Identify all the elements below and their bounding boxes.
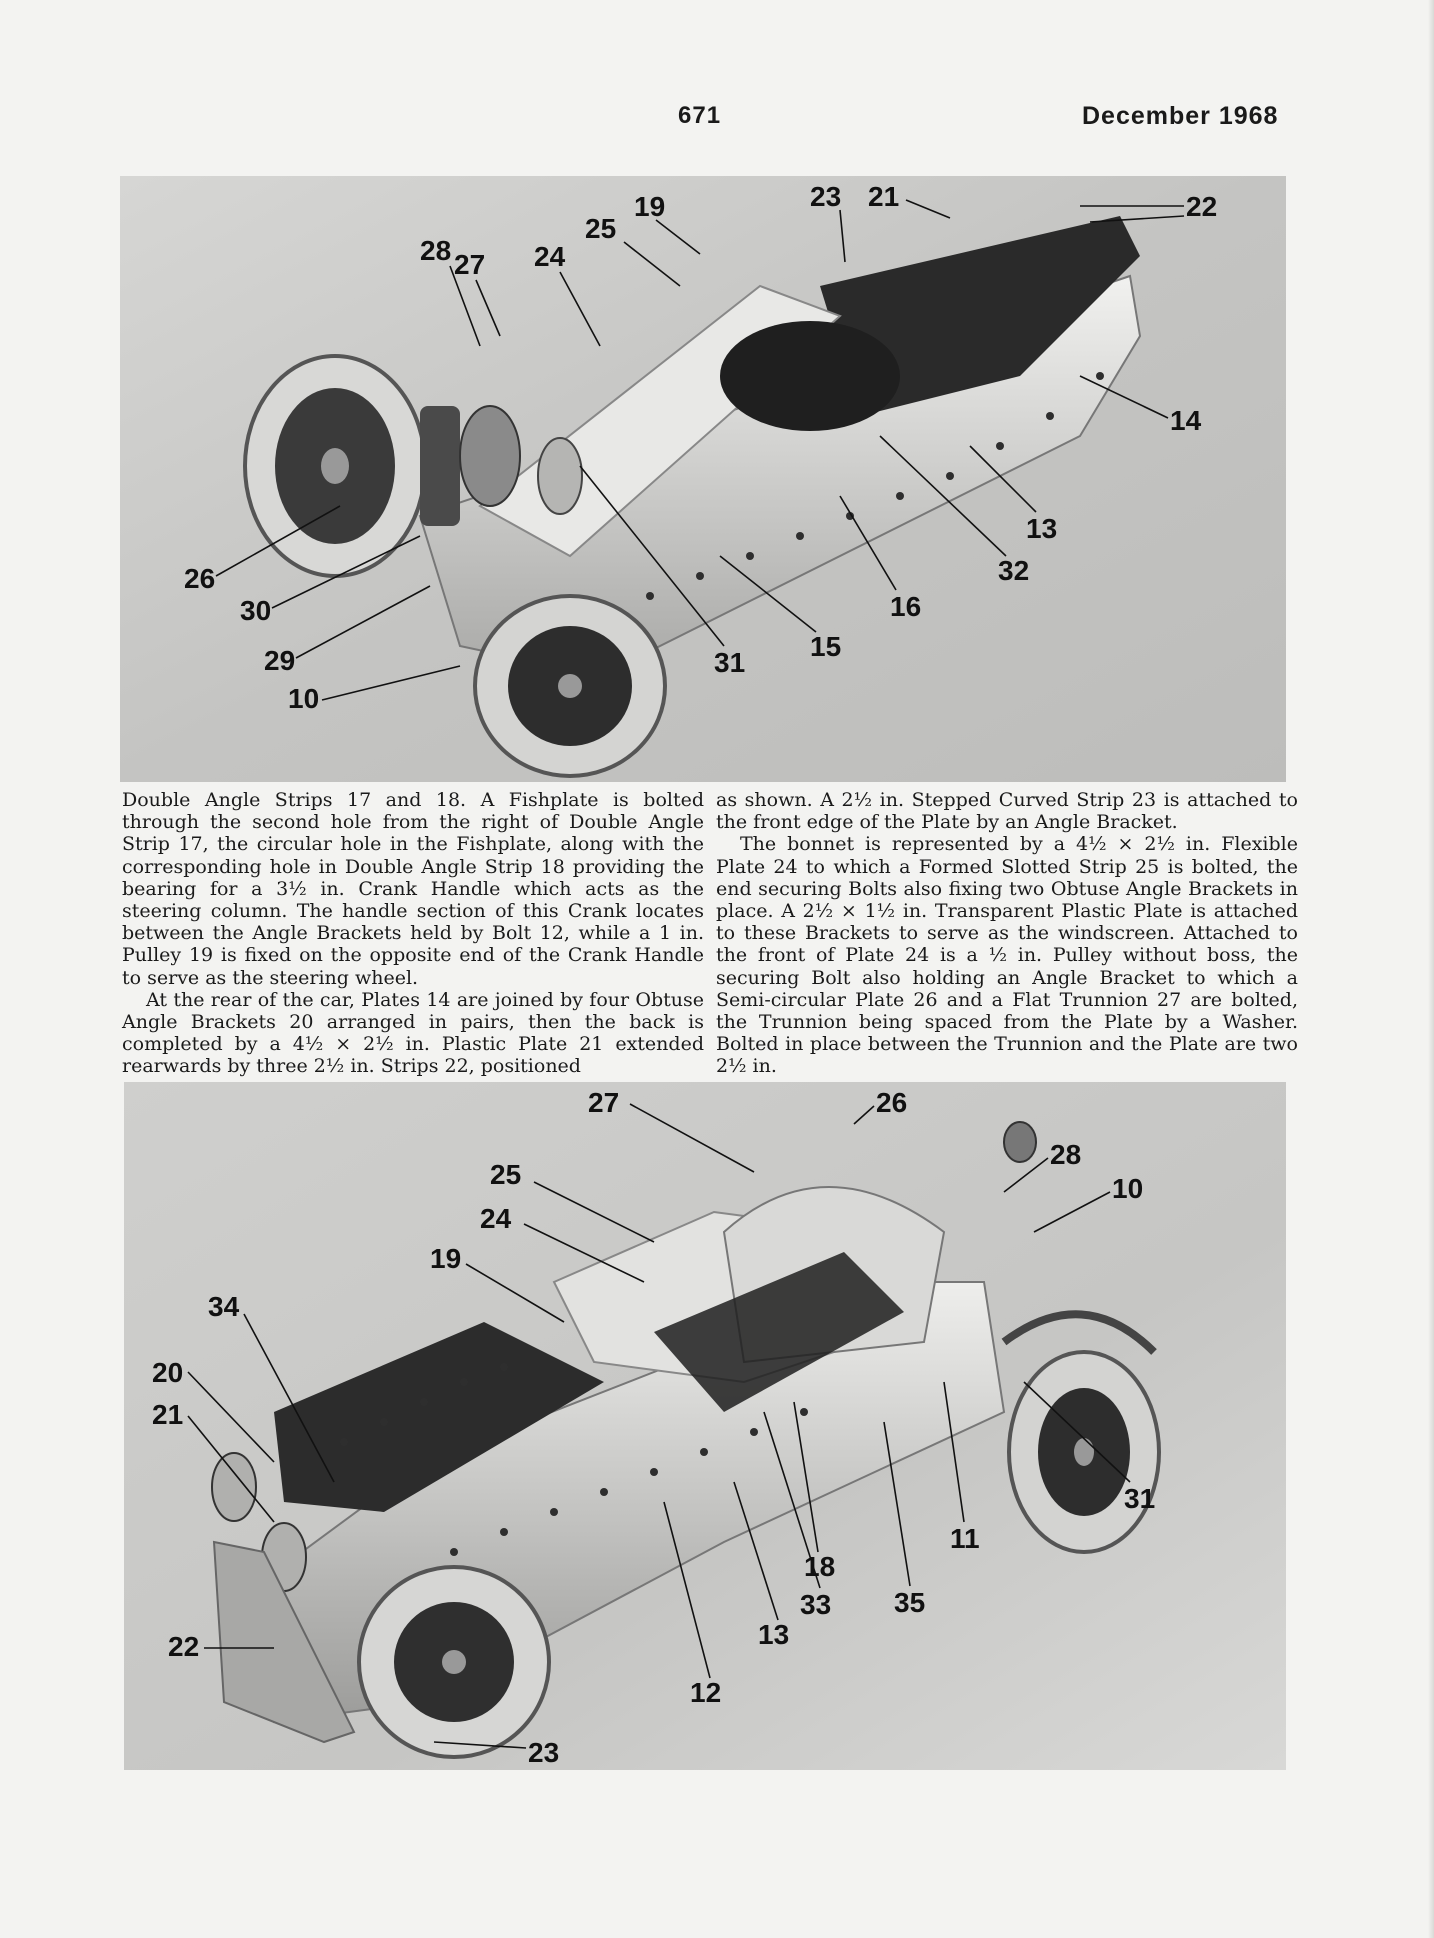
callout-label: 27 [454, 249, 486, 280]
callout-label: 26 [184, 563, 216, 594]
paragraph: At the rear of the car, Plates 14 are joined by four Obtuse Angle Brackets 20 arranged in pairs, then the back is completed by a 4½ × 2½ in. Plastic Plate 21 extended rearwards by three 2½ in. Strips 22, positioned [122, 988, 704, 1078]
callout-label: 31 [1124, 1483, 1156, 1514]
callout-label: 28 [420, 235, 452, 266]
callout-label: 25 [585, 213, 617, 244]
callout-label: 15 [810, 631, 842, 662]
callout-label: 10 [1112, 1173, 1144, 1204]
page-number: 671 [678, 102, 722, 129]
callout-label: 31 [714, 647, 746, 678]
callout-label: 24 [534, 241, 566, 272]
callout-label: 20 [152, 1357, 184, 1388]
top-photo [120, 176, 1286, 782]
callout-label: 23 [528, 1737, 560, 1768]
callout-label: 19 [634, 191, 666, 222]
callout-label: 19 [430, 1243, 462, 1274]
callout-label: 24 [480, 1203, 512, 1234]
callout-label: 18 [804, 1551, 836, 1582]
paragraph: Double Angle Strips 17 and 18. A Fishplate is bolted through the second hole from the right of Double Angle Strip 17, the circular hole in the Fishplate, along with the corresponding hole in Double Angle Strip 18 providing the bearing for a 3½ in. Crank Handle which acts as the steering column. The handle section of this Crank locates between the Angle Brackets held by Bolt 12, while a 1 in. Pulley 19 is fixed on the opposite end of the Crank Handle to serve as the steering wheel. [122, 789, 704, 989]
callout-label: 32 [998, 555, 1030, 586]
callout-label: 21 [868, 181, 900, 212]
callout-label: 13 [1026, 513, 1058, 544]
paragraph: as shown. A 2½ in. Stepped Curved Strip 23 is attached to the front edge of the Plate by an Angle Bracket. [716, 789, 1298, 834]
callout-label: 35 [894, 1587, 926, 1618]
callout-label: 34 [208, 1291, 240, 1322]
callout-label: 27 [588, 1087, 620, 1118]
left-column [122, 789, 704, 1078]
callout-label: 13 [758, 1619, 790, 1650]
callout-label: 10 [288, 683, 320, 714]
callout-label: 28 [1050, 1139, 1082, 1170]
callout-label: 22 [168, 1631, 200, 1662]
callout-label: 26 [876, 1087, 908, 1118]
callout-label: 33 [800, 1589, 832, 1620]
callout-label: 30 [240, 595, 272, 626]
callout-label: 21 [152, 1399, 184, 1430]
callout-label: 22 [1186, 191, 1218, 222]
callout-label: 14 [1170, 405, 1202, 436]
callout-label: 23 [810, 181, 842, 212]
callout-label: 12 [690, 1677, 722, 1708]
right-column [716, 789, 1298, 1078]
scan-edge [1428, 0, 1434, 1938]
paragraph: The bonnet is represented by a 4½ × 2½ in. Flexible Plate 24 to which a Formed Slotted Strip 25 is bolted, the end securing Bolts also fixing two Obtuse Angle Brackets in place. A 2½ × 1½ in. Transparent Plastic Plate is attached to these Brackets to serve as the windscreen. Attached to the front of Plate 24 is a ½ in. Pulley without boss, the securing Bolt also holding an Angle Bracket to which a Semi-circular Plate 26 and a Flat Trunnion 27 are bolted, the Trunnion being spaced from the Plate by a Washer. Bolted in place between the Trunnion and the Plate are two 2½ in. [716, 833, 1298, 1078]
callout-label: 29 [264, 645, 296, 676]
callout-label: 11 [950, 1523, 980, 1554]
callout-label: 16 [890, 591, 922, 622]
callout-label: 25 [490, 1159, 522, 1190]
bottom-photo [124, 1082, 1286, 1770]
issue-date: December 1968 [1082, 102, 1279, 130]
